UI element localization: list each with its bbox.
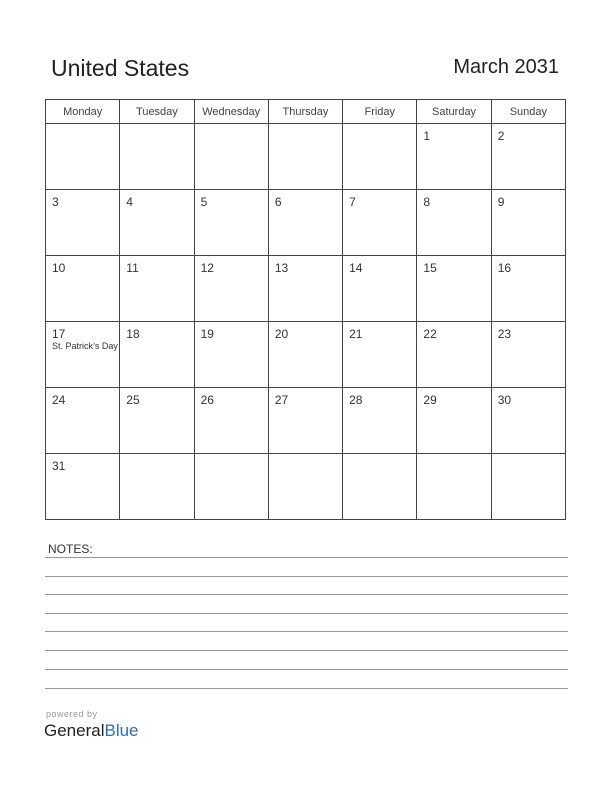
day-cell <box>417 190 491 256</box>
day-cell <box>343 454 417 520</box>
day-cell <box>194 322 268 388</box>
day-number: 25 <box>126 393 140 407</box>
note-line <box>45 650 568 651</box>
day-cell <box>491 124 565 190</box>
week-row <box>46 454 566 520</box>
generalblue-logo <box>44 721 139 741</box>
day-number: 2 <box>497 129 505 143</box>
day-number: 27 <box>274 393 289 407</box>
day-cell <box>417 256 491 322</box>
note-line <box>45 576 568 577</box>
weekday-header: Tuesday <box>120 100 194 124</box>
day-cell <box>46 454 120 520</box>
notes-label: NOTES: <box>48 542 93 556</box>
weekday-header: Monday <box>46 100 120 124</box>
note-line <box>45 613 568 614</box>
day-cell <box>343 124 417 190</box>
day-cell <box>120 454 194 520</box>
weekday-header: Thursday <box>268 100 342 124</box>
day-number: 9 <box>497 195 505 209</box>
day-number: 1 <box>423 129 431 143</box>
day-cell <box>46 256 120 322</box>
day-number: 8 <box>423 195 431 209</box>
day-cell <box>268 124 342 190</box>
day-cell <box>46 388 120 454</box>
day-number: 12 <box>200 261 214 275</box>
day-cell <box>194 124 268 190</box>
day-number: 21 <box>349 327 363 341</box>
day-cell <box>120 190 194 256</box>
day-number: 14 <box>349 261 363 275</box>
day-cell <box>120 322 194 388</box>
day-cell <box>120 388 194 454</box>
day-number: 17 <box>52 327 66 341</box>
day-number: 22 <box>423 327 437 341</box>
week-row <box>46 124 566 190</box>
day-cell <box>417 322 491 388</box>
day-number: 18 <box>126 327 140 341</box>
week-row <box>46 322 566 388</box>
day-number: 26 <box>200 393 214 407</box>
day-cell <box>268 256 342 322</box>
weekday-header: Friday <box>343 100 417 124</box>
calendar-month-title: March 2031 <box>453 56 559 78</box>
day-cell <box>491 256 565 322</box>
day-number: 24 <box>52 393 66 407</box>
note-line <box>45 631 568 632</box>
day-cell <box>417 388 491 454</box>
day-cell <box>491 322 565 388</box>
month-calendar-grid <box>45 99 566 520</box>
day-number: 28 <box>349 393 363 407</box>
weekday-header: Saturday <box>417 100 491 124</box>
holiday-label: St. Patrick’s Day <box>52 341 118 351</box>
week-row <box>46 388 566 454</box>
day-number: 20 <box>274 327 289 341</box>
day-number: 10 <box>52 261 66 275</box>
day-cell <box>491 388 565 454</box>
day-number: 19 <box>200 327 214 341</box>
day-cell <box>343 388 417 454</box>
day-cell <box>46 322 120 388</box>
day-number: 11 <box>126 261 139 275</box>
day-number: 13 <box>274 261 289 275</box>
day-cell <box>417 454 491 520</box>
brand-blue-text: Blue <box>104 721 139 740</box>
day-number: 3 <box>52 195 59 209</box>
note-line <box>45 594 568 595</box>
day-cell <box>343 322 417 388</box>
note-line <box>45 669 568 670</box>
day-cell <box>491 190 565 256</box>
day-number: 30 <box>497 393 512 407</box>
day-cell <box>343 256 417 322</box>
weekday-header-row <box>46 100 566 124</box>
day-cell <box>120 124 194 190</box>
day-number: 5 <box>200 195 208 209</box>
day-cell <box>268 322 342 388</box>
day-number: 23 <box>497 327 512 341</box>
day-number: 29 <box>423 393 437 407</box>
note-line <box>45 557 568 558</box>
day-cell <box>268 190 342 256</box>
day-cell <box>268 388 342 454</box>
day-cell <box>46 124 120 190</box>
week-row <box>46 190 566 256</box>
powered-by-text: powered by <box>46 709 98 719</box>
day-cell <box>343 190 417 256</box>
day-cell <box>194 454 268 520</box>
weekday-header: Sunday <box>491 100 565 124</box>
note-line <box>45 688 568 689</box>
day-cell <box>268 454 342 520</box>
calendar-country-title: United States <box>51 55 190 81</box>
brand-general-text: General <box>44 721 105 740</box>
day-cell <box>194 256 268 322</box>
day-cell <box>194 190 268 256</box>
day-number: 7 <box>349 195 356 209</box>
day-cell <box>46 190 120 256</box>
day-cell <box>194 388 268 454</box>
day-cell <box>120 256 194 322</box>
week-row <box>46 256 566 322</box>
day-number: 15 <box>423 261 437 275</box>
day-number: 16 <box>497 261 512 275</box>
day-cell <box>417 124 491 190</box>
day-cell <box>491 454 565 520</box>
weekday-header: Wednesday <box>194 100 268 124</box>
day-number: 6 <box>274 195 282 209</box>
day-number: 4 <box>126 195 133 209</box>
day-number: 31 <box>52 459 66 473</box>
